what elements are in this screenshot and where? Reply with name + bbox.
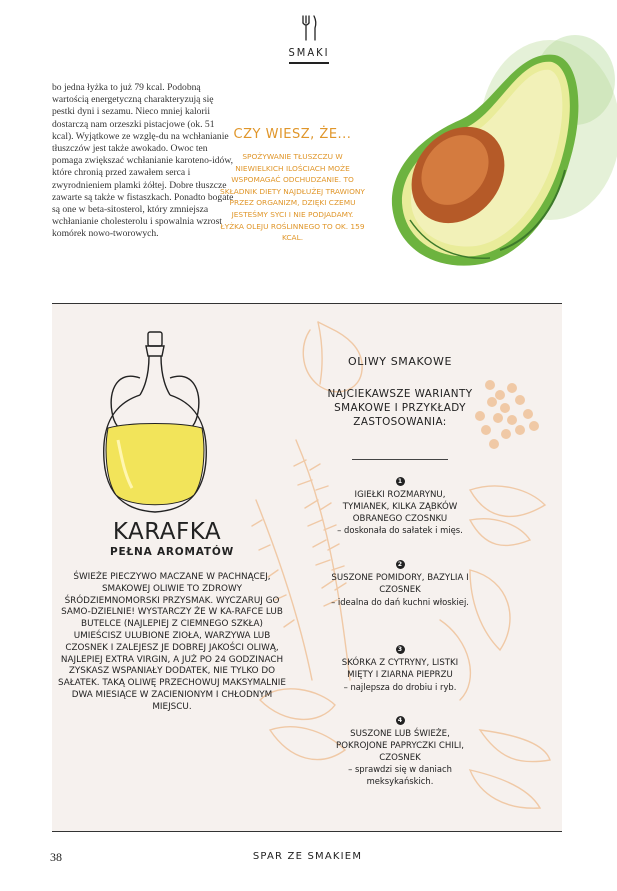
- variant-ingredients: SUSZONE POMIDORY, BAZYLIA I CZOSNEK: [331, 573, 469, 595]
- variant-ingredients: SKÓRKA Z CYTRYNY, LISTKI MIĘTY I ZIARNA PIEPRZU: [341, 658, 459, 680]
- did-you-know-box: [220, 127, 365, 244]
- header-divider: [289, 62, 329, 64]
- karafka-title: KARAFKA: [112, 519, 222, 545]
- variant-number: 1: [396, 477, 405, 486]
- variant-number: 3: [396, 645, 405, 654]
- variant-usage: – idealna do dań kuchni włoskiej.: [331, 596, 469, 607]
- did-you-know-title: CZY WIESZ, ŻE...: [233, 127, 352, 142]
- karafka-subtitle: PEŁNA AROMATÓW: [110, 546, 234, 558]
- variant-ingredients: IGIEŁKI ROZMARYNU, TYMIANEK, KILKA ZĄBKÓW OBRANEGO CZOSNKU: [342, 490, 458, 524]
- oils-subtitle: NAJCIEKAWSZE WARIANTY SMAKOWE I PRZYKŁADY ZASTOSOWANIA:: [327, 388, 473, 428]
- variant-item: [330, 477, 470, 537]
- section-title: SMAKI: [288, 46, 330, 59]
- intro-paragraph: bo jedna łyżka to już 79 kcal. Podobną wartością energetyczną charakteryzują się pestki dyni i sezamu. Nieco mniej kalorii dostarczą nam orzeszki pistacjowe (ok. 51 kcal). Wyjątkowe ze wzglę-du na wchłanianie tłuszczów jest także awokado. Owoc ten pomaga zwiększać wchłanianie karoteno-idów, które chronią przed zawałem serca i zwyrodnieniem plamki żółtej. Dobre tłuszcze zawarte są także w fistaszkach. Ponadto bogate są one w beta-sitosterol, który zmniejsza wchłanianie cholesterolu i spowalnia wzrost komórek nowo-tworowych.: [52, 82, 234, 240]
- variant-usage: – doskonała do sałatek i mięs.: [337, 525, 463, 536]
- oils-title: OLIWY SMAKOWE: [347, 355, 453, 368]
- did-you-know-text: SPOŻYWANIE TŁUSZCZU W NIEWIELKICH ILOŚCIACH MOŻE WSPOMAGAĆ ODCHUDZANIE. TO SKŁADNIK DIETY NAJDŁUŻEJ TRAWIONY PRZEZ ORGANIZM, DZIĘKI CZEMU JESTEŚMY SYCI I NIE PODJADAMY. ŁYŻKA OLEJU ROŚLINNEGO TO OK. 159 KCAL.: [220, 152, 365, 243]
- bottom-divider: [52, 831, 562, 832]
- footer-brand: SPAR ZE SMAKIEM: [252, 851, 363, 862]
- variant-usage: – sprawdzi się w daniach meksykańskich.: [348, 764, 452, 787]
- section-header: [278, 14, 340, 64]
- variant-number: 2: [396, 560, 405, 569]
- oils-panel: [52, 304, 562, 831]
- page-number: 38: [50, 850, 62, 864]
- variant-usage: – najlepsza do drobiu i ryb.: [343, 681, 457, 692]
- variant-item: [330, 560, 470, 608]
- variant-ingredients: SUSZONE LUB ŚWIEŻE, POKROJONE PAPRYCZKI CHILI, CZOSNEK: [336, 729, 464, 763]
- oils-divider: [352, 459, 448, 460]
- variant-item: [330, 716, 470, 788]
- variant-number: 4: [396, 716, 405, 725]
- fork-knife-icon: [298, 14, 320, 42]
- karafka-body: ŚWIEŻE PIECZYWO MACZANE W PACHNĄCEJ, SMAKOWEJ OLIWIE TO ZDROWY ŚRÓDZIEMNOMORSKI PRZYSMAK. WYCZARUJ GO SAMO-DZIELNIE! WYSTARCZY ŻE W KA-RAFCE LUB BUTELCE (NAJLEPIEJ Z CIEMNEGO SZKŁA) UMIEŚCISZ ULUBIONE ZIOŁA, WARZYWA LUB CZOSNEK I ZALEJESZ JE DOBREJ JAKOŚCI OLIWĄ, NAJLEPIEJ EXTRA VIRGIN, A JUŻ PO 24 GODZINACH ZYSKASZ WSPANIAŁY DODATEK, NIE TYLKO DO SAŁATEK. TAKĄ OLIWĘ PRZECHOWUJ MAKSYMALNIE DWA MIESIĄCE W ZACIENIONYM I CHŁODNYM MIEJSCU.: [58, 572, 286, 712]
- avocado-illustration: [380, 20, 617, 285]
- variant-item: [330, 645, 470, 693]
